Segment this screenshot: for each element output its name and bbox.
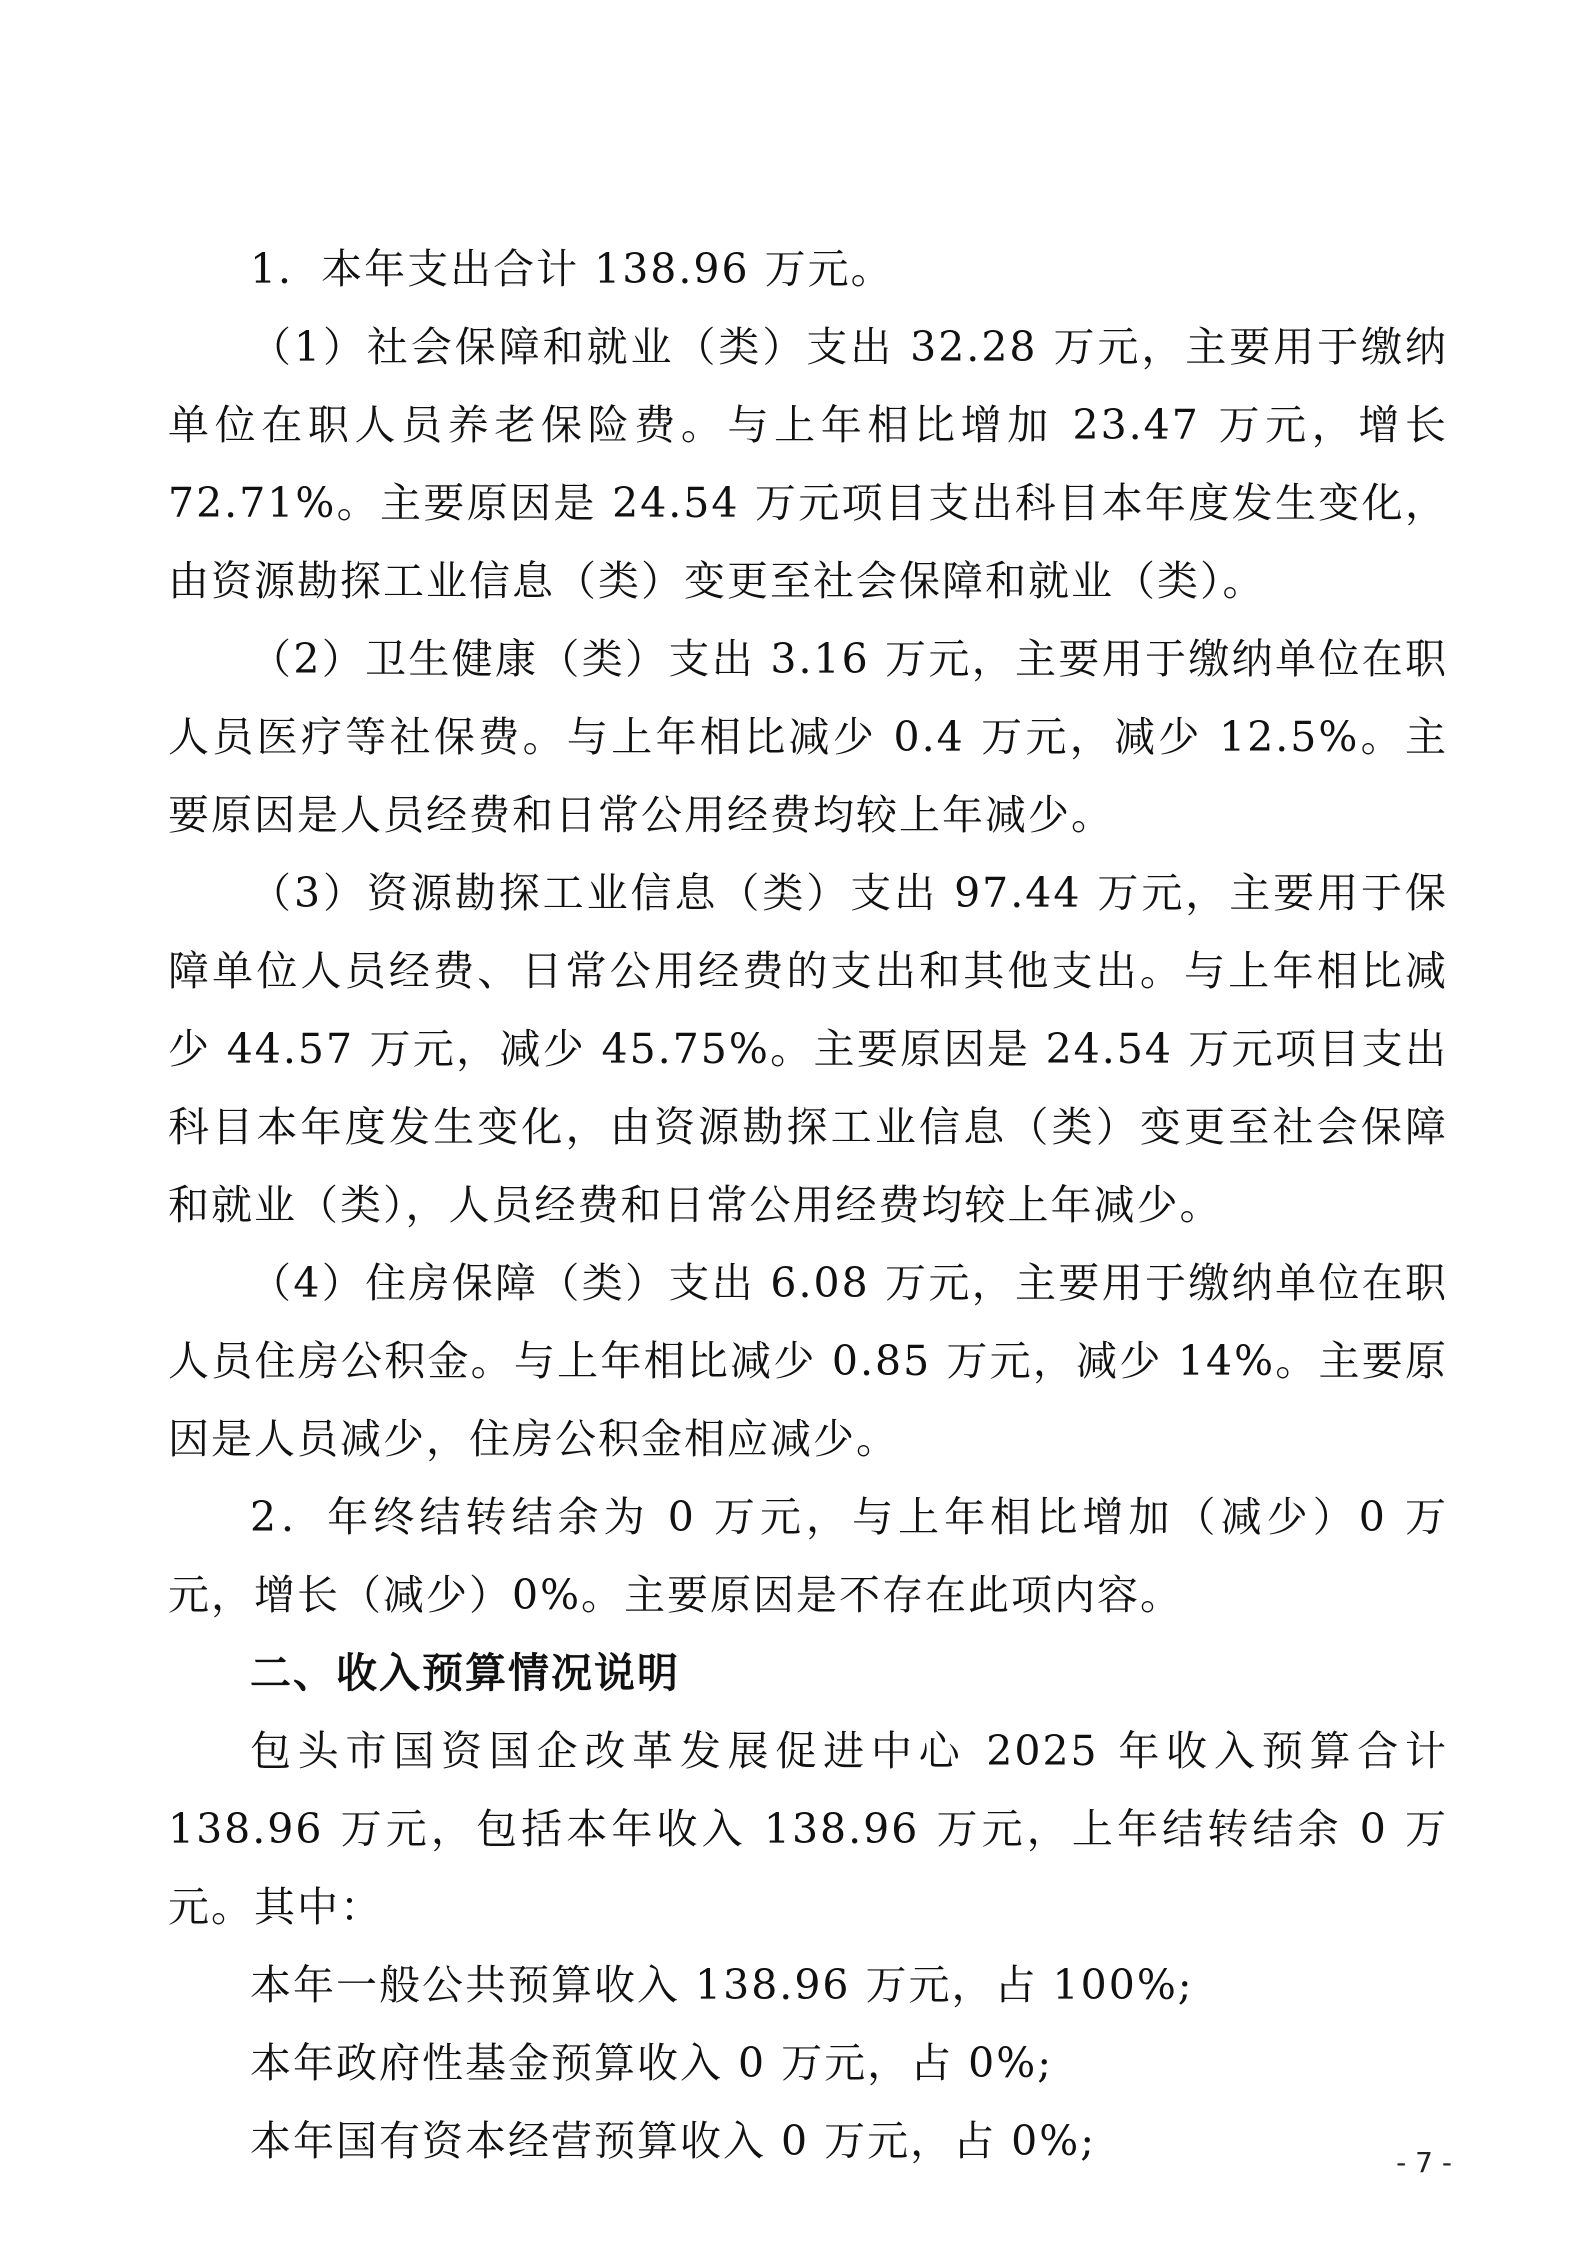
page-number: - 7 -: [1396, 2146, 1452, 2179]
page-body: [168, 230, 1448, 2180]
section-heading-income: 二、收入预算情况说明: [250, 1649, 680, 1697]
income-item-government-fund: 本年政府性基金预算收入 0 万元，占 0%;: [250, 2039, 1054, 2087]
income-summary-paragraph: 包头市国资国企改革发展促进中心 2025 年收入预算合计 138.96 万元，包括本年收入 138.96 万元，上年结转结余 0 万元。其中：: [168, 1727, 1448, 1931]
social-security-paragraph: （1）社会保障和就业（类）支出 32.28 万元，主要用于缴纳单位在职人员养老保险费。与上年相比增加 23.47 万元，增长 72.71%。主要原因是 24.54 万元项目支出科目本年度发生变化，由资源勘探工业信息（类）变更至社会保障和就业（类）。: [168, 323, 1448, 605]
income-item-general-budget: 本年一般公共预算收入 138.96 万元，占 100%;: [250, 1961, 1194, 2009]
income-item-state-capital: 本年国有资本经营预算收入 0 万元，占 0%;: [250, 2117, 1097, 2165]
housing-paragraph: （4）住房保障（类）支出 6.08 万元，主要用于缴纳单位在职人员住房公积金。与上年相比减少 0.85 万元，减少 14%。主要原因是人员减少，住房公积金相应减少。: [168, 1259, 1448, 1463]
year-end-balance-paragraph: 2．年终结转结余为 0 万元，与上年相比增加（减少）0 万元，增长（减少）0%。主要原因是不存在此项内容。: [168, 1493, 1448, 1619]
resource-exploration-paragraph: （3）资源勘探工业信息（类）支出 97.44 万元，主要用于保障单位人员经费、日常公用经费的支出和其他支出。与上年相比减少 44.57 万元，减少 45.75%。主要原因是 24.54 万元项目支出科目本年度发生变化，由资源勘探工业信息（类）变更至社会保障和就业（类），人员经费和日常公用经费均较上年减少。: [168, 869, 1448, 1229]
health-paragraph: （2）卫生健康（类）支出 3.16 万元，主要用于缴纳单位在职人员医疗等社保费。与上年相比减少 0.4 万元，减少 12.5%。主要原因是人员经费和日常公用经费均较上年减少。: [168, 635, 1448, 839]
expenditure-total-paragraph: 1．本年支出合计 138.96 万元。: [250, 245, 894, 293]
